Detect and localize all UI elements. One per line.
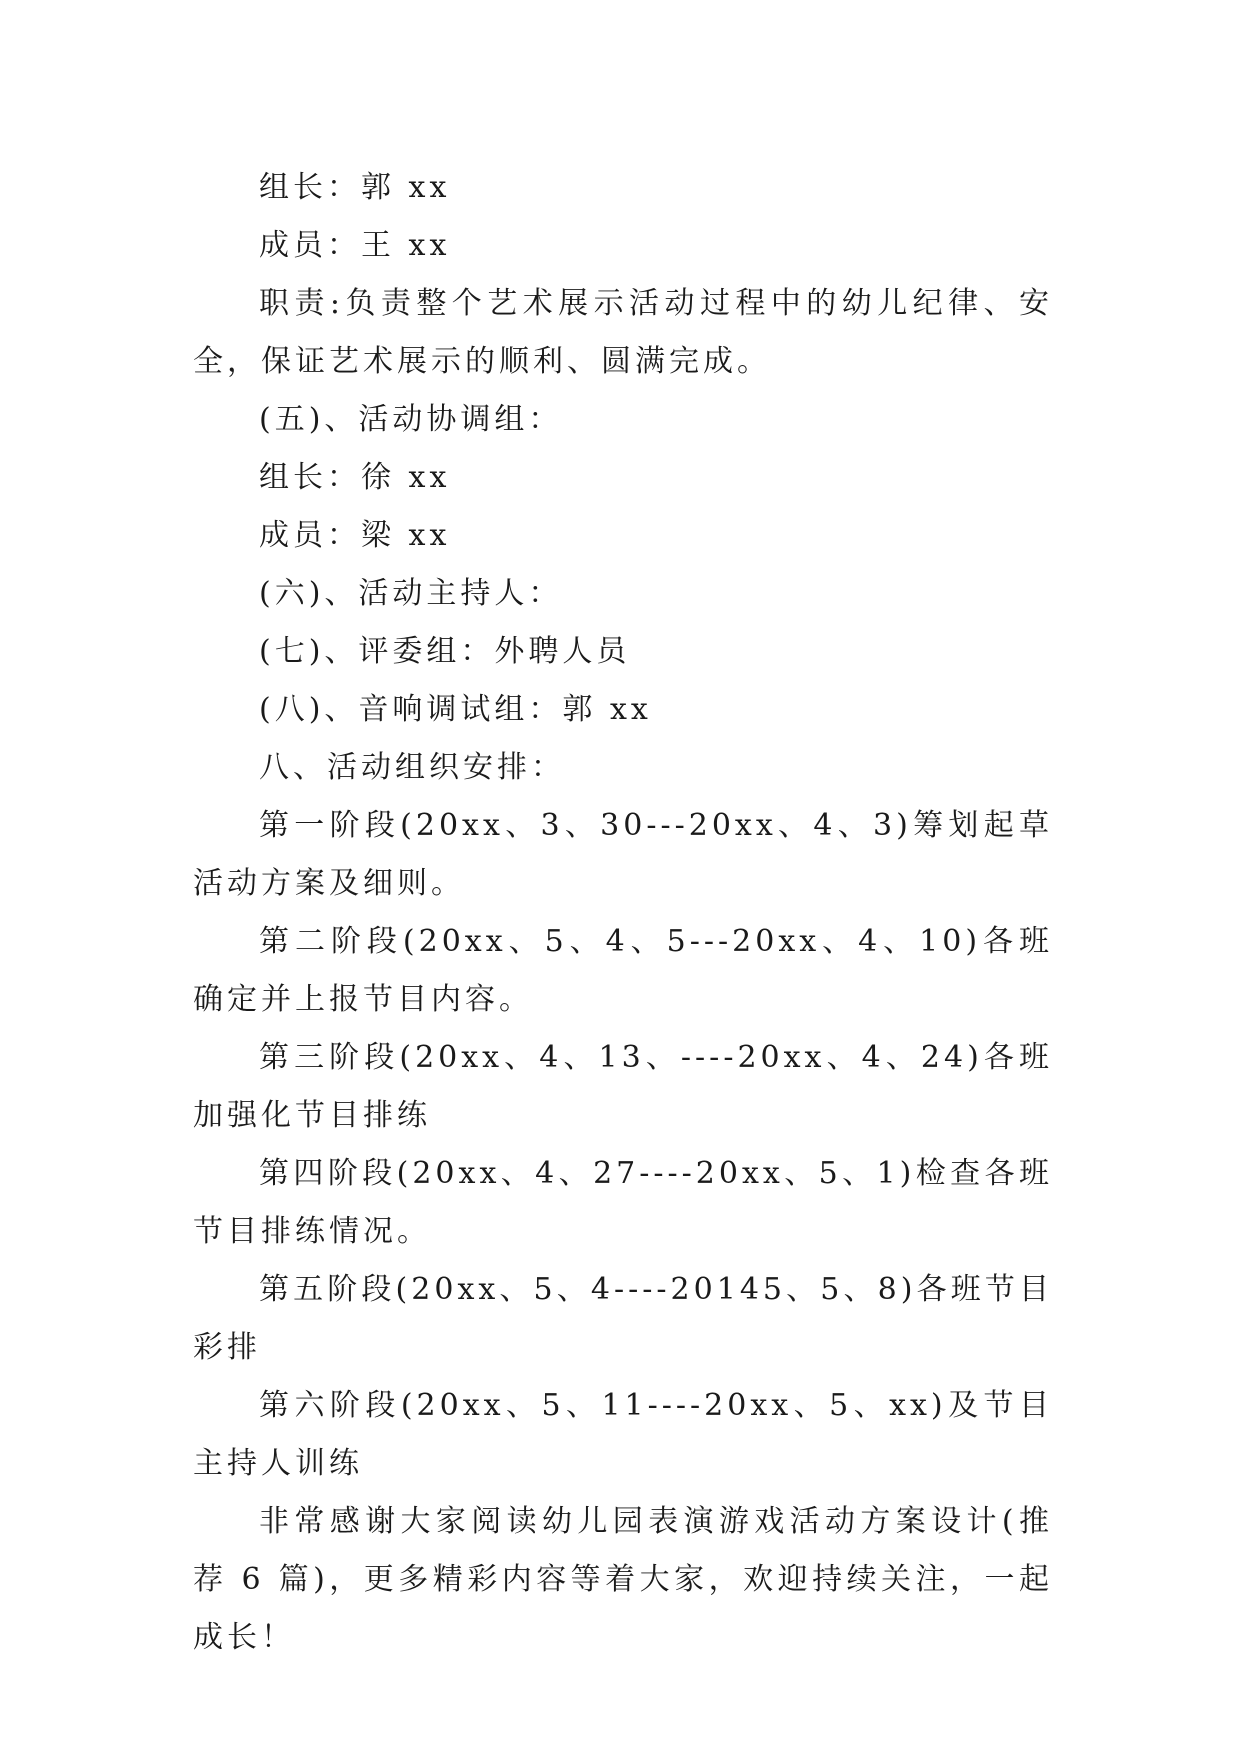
paragraph-member-wang: 成员：王 xx <box>259 228 451 263</box>
paragraph-stage-6: 第六阶段(20xx、5、11----20xx、5、xx)及节目主持人训练 <box>193 1388 1053 1481</box>
paragraph-leader-xu: 组长：徐 xx <box>259 460 451 495</box>
paragraph-stage-3: 第三阶段(20xx、4、13、----20xx、4、24)各班加强化节目排练 <box>193 1040 1053 1133</box>
document-body <box>193 159 1053 1667</box>
paragraph-audio-group: (八)、音响调试组：郭 xx <box>259 692 652 727</box>
paragraph-section-eight-heading: 八、活动组织安排： <box>259 750 565 785</box>
paragraph-stage-5: 第五阶段(20xx、5、4----20145、5、8)各班节目彩排 <box>193 1272 1053 1365</box>
paragraph-duty: 职责:负责整个艺术展示活动过程中的幼儿纪律、安全，保证艺术展示的顺利、圆满完成。 <box>193 286 1053 379</box>
paragraph-closing: 非常感谢大家阅读幼儿园表演游戏活动方案设计(推荐 6 篇)，更多精彩内容等着大家，欢迎持续关注，一起成长！ <box>193 1504 1053 1655</box>
paragraph-host: (六)、活动主持人： <box>259 576 563 611</box>
paragraph-stage-2: 第二阶段(20xx、5、4、5---20xx、4、10)各班确定并上报节目内容。 <box>193 924 1053 1017</box>
paragraph-stage-4: 第四阶段(20xx、4、27----20xx、5、1)检查各班节目排练情况。 <box>193 1156 1053 1249</box>
paragraph-stage-1: 第一阶段(20xx、3、30---20xx、4、3)筹划起草活动方案及细则。 <box>193 808 1053 901</box>
paragraph-judges: (七)、评委组：外聘人员 <box>259 634 631 669</box>
paragraph-leader-guo: 组长：郭 xx <box>259 170 451 205</box>
paragraph-member-liang: 成员：梁 xx <box>259 518 451 553</box>
paragraph-coordination-group: (五)、活动协调组： <box>259 402 563 437</box>
